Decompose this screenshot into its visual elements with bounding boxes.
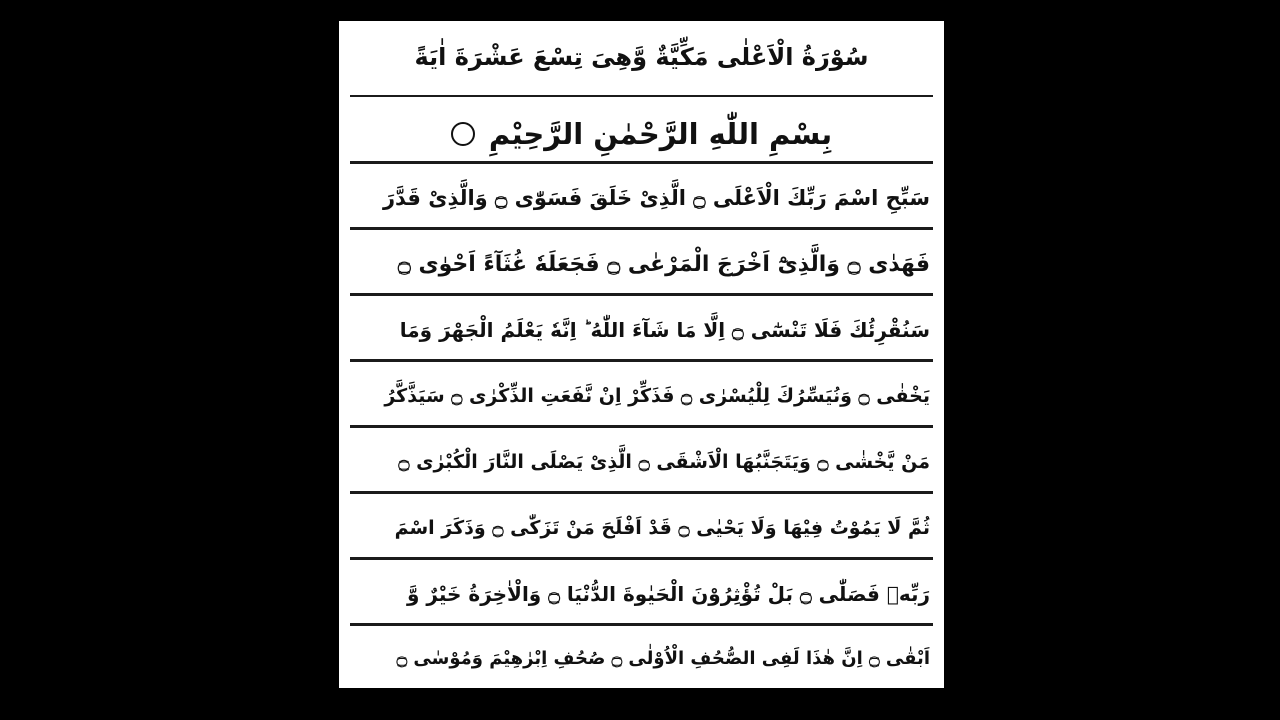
line-text: رَبِّهٖ فَصَلّٰى ۝ بَلْ تُؤْثِرُوْنَ الْحَیٰوةَ الدُّنْیَا ۝ وَالْاٰخِرَةُ خَیْرٌ وَّ — [407, 582, 930, 606]
line-text: اَبْقٰى ۝ اِنَّ هٰذَا لَفِی الصُّحُفِ الْاُوْلٰى ۝ صُحُفِ اِبْرٰهِیْمَ وَمُوْسٰى ۝ — [396, 647, 930, 669]
line-text: سَبِّحِ اسْمَ رَبِّكَ الْاَعْلَى ۝ الَّذِیْ خَلَقَ فَسَوّٰى ۝ وَالَّذِیْ قَدَّرَ — [382, 186, 930, 210]
line-text: سَنُقْرِئُكَ فَلَا تَنْسٰٓى ۝ اِلَّا مَا شَآءَ اللّٰهُ ؕ اِنَّهٗ یَعْلَمُ الْجَهْرَ وَمَا — [399, 318, 930, 342]
mushaf-page — [339, 21, 944, 688]
basmala: بِسْمِ اللّٰهِ الرَّحْمٰنِ الرَّحِیْمِ — [488, 117, 833, 151]
text-line-7 — [353, 564, 930, 624]
verse-end-circle-icon — [451, 122, 475, 146]
line-text: ثُمَّ لَا یَمُوْتُ فِیْهَا وَلَا یَحْیٰى ۝ قَدْ اَفْلَحَ مَنْ تَزَكّٰى ۝ وَذَكَرَ اسْمَ — [394, 517, 930, 539]
rule-divider — [350, 95, 933, 97]
line-text: مَنْ یَّخْشٰى ۝ وَیَتَجَنَّبُهَا الْاَشْقَى ۝ الَّذِیْ یَصْلَى النَّارَ الْكُبْرٰى ۝ — [398, 451, 930, 473]
basmala-line — [353, 104, 930, 164]
text-line-2 — [353, 234, 930, 294]
rule-divider — [350, 359, 933, 362]
rule-divider — [350, 293, 933, 296]
text-line-3 — [353, 300, 930, 360]
text-line-5 — [353, 432, 930, 492]
text-line-4 — [353, 366, 930, 426]
rule-divider — [350, 161, 933, 164]
rule-divider — [350, 227, 933, 230]
rule-divider — [350, 491, 933, 494]
line-text: فَهَدٰى ۝ وَالَّذِیْٓ اَخْرَجَ الْمَرْعٰى ۝ فَجَعَلَهٗ غُثَآءً اَحْوٰى ۝ — [397, 251, 930, 277]
rule-divider — [350, 557, 933, 560]
text-line-6 — [353, 498, 930, 558]
text-line-1 — [353, 168, 930, 228]
surah-title: سُوْرَةُ الْاَعْلٰی مَکِّیَّةٌ وَّهِیَ تِسْعَ عَشْرَةَ اٰیَةً — [414, 43, 869, 71]
rule-divider — [350, 623, 933, 626]
rule-divider — [350, 425, 933, 428]
text-line-8 — [353, 628, 930, 688]
line-text: یَخْفٰى ۝ وَنُیَسِّرُكَ لِلْیُسْرٰى ۝ فَذَكِّرْ اِنْ نَّفَعَتِ الذِّكْرٰى ۝ سَیَذَّكَّرُ — [384, 385, 930, 407]
